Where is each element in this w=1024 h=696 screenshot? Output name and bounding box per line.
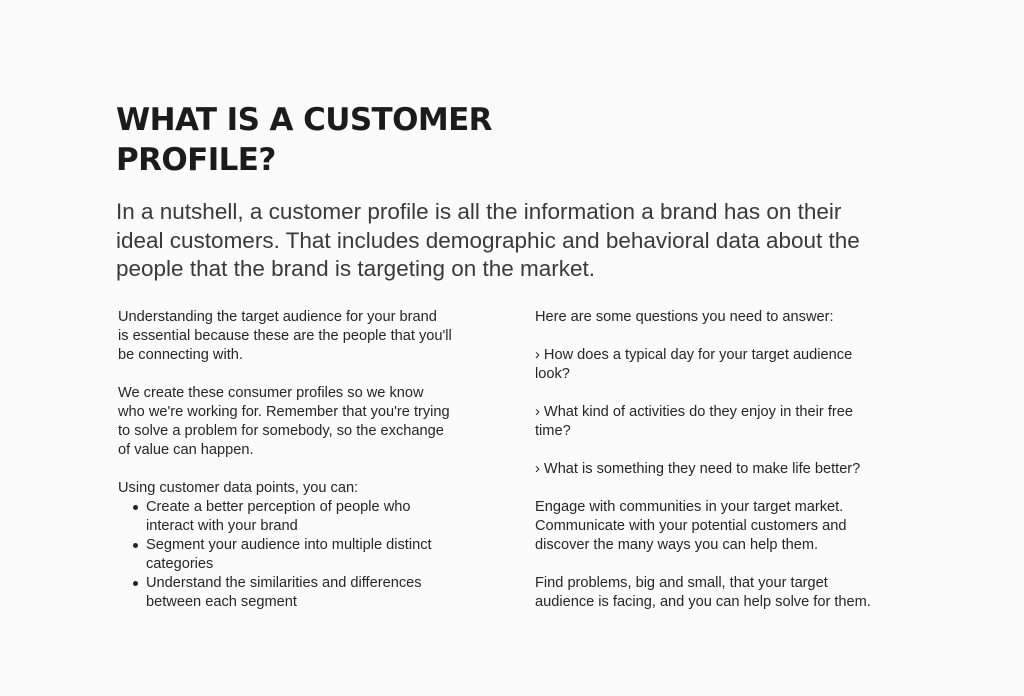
left-paragraph-profiles [118,384,498,460]
questions-intro: Here are some questions you need to answer: [535,309,834,325]
right-column [535,308,915,612]
bullet-dot-icon [133,543,138,548]
paragraph-gap [535,441,915,460]
question-item [535,346,915,384]
text-line: Create a better perception of people who [146,499,411,515]
left-paragraph-audience [118,308,498,365]
text-line: Find problems, big and small, that your target [535,575,828,591]
intro-paragraph [116,198,916,284]
text-line: Segment your audience into multiple distinct [146,537,432,553]
bullet-list-intro: Using customer data points, you can: [118,480,359,496]
bullet-item [118,574,498,612]
intro-line: In a nutshell, a customer profile is all the information a brand has on their [116,199,842,224]
text-line: We create these consumer profiles so we know [118,385,424,401]
bullet-list [118,498,498,612]
paragraph-gap [535,555,915,574]
text-line: to solve a problem for somebody, so the exchange [118,423,444,439]
question-item [535,403,915,441]
text-line: Understand the similarities and differences [146,575,422,591]
text-line: discover the many ways you can help them. [535,537,819,553]
intro-line: people that the brand is targeting on the market. [116,256,596,281]
text-line: Understanding the target audience for your brand [118,309,437,325]
text-line: interact with your brand [146,518,298,534]
text-line: who we're working for. Remember that you're trying [118,404,450,420]
page-title [116,100,536,180]
text-line: › How does a typical day for your target audience [535,347,853,363]
page-title-line: WHAT IS A CUSTOMER [116,102,492,138]
paragraph-gap [118,460,498,479]
left-column [118,308,498,612]
question-item [535,460,915,479]
text-line: Communicate with your potential customers and [535,518,847,534]
text-line: categories [146,556,214,572]
right-paragraph-engage [535,498,915,555]
page-title-line: PROFILE? [116,142,276,178]
bullet-dot-icon [133,505,138,510]
text-line: › What kind of activities do they enjoy in their free [535,404,853,420]
text-line: of value can happen. [118,442,254,458]
text-line: look? [535,366,570,382]
text-line: is essential because these are the people that you'll [118,328,452,344]
text-line: time? [535,423,571,439]
right-paragraph-problems [535,574,915,612]
text-line: audience is facing, and you can help solve for them. [535,594,871,610]
paragraph-gap [535,384,915,403]
paragraph-gap [535,327,915,346]
bullet-item [118,536,498,574]
text-line: be connecting with. [118,347,243,363]
bullet-dot-icon [133,581,138,586]
bullet-item [118,498,498,536]
text-line: Engage with communities in your target market. [535,499,844,515]
paragraph-gap [535,479,915,498]
text-line: between each segment [146,594,297,610]
text-line: › What is something they need to make life better? [535,461,861,477]
intro-line: ideal customers. That includes demographic and behavioral data about the [116,227,860,253]
paragraph-gap [118,365,498,384]
